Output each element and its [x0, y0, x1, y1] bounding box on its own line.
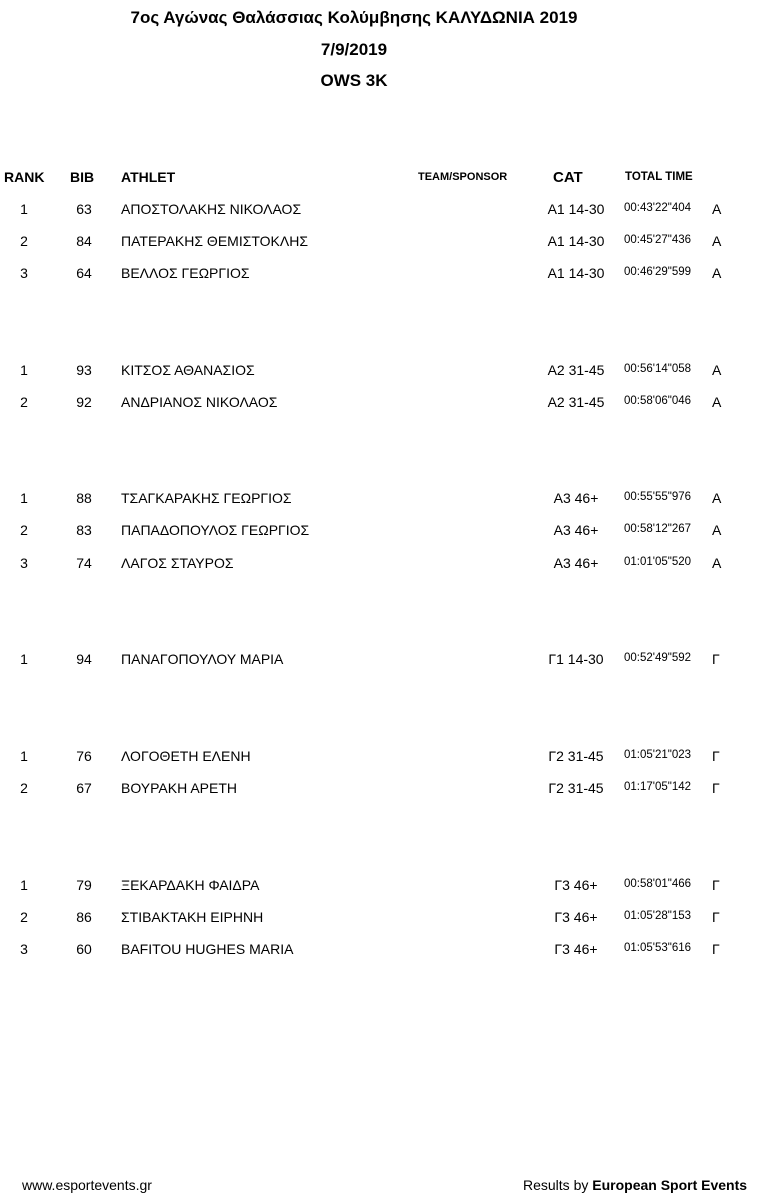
table-row	[0, 651, 768, 671]
category-cell: Α3 46+	[553, 522, 599, 538]
bib-cell: 93	[76, 362, 92, 378]
time-cell: 00:45'27"436	[624, 234, 692, 246]
column-header-bib: BIB	[70, 169, 95, 185]
rank-cell: 1	[20, 201, 28, 217]
group-cell: Α	[712, 233, 722, 249]
column-header-rank: RANK	[4, 169, 45, 185]
group-cell: Γ	[712, 780, 720, 796]
bib-cell: 74	[76, 555, 92, 571]
time-cell: 00:55'55"976	[624, 491, 692, 503]
table-row	[0, 941, 768, 961]
rank-cell: 3	[20, 265, 28, 281]
column-header-total-time: TOTAL TIME	[625, 171, 693, 183]
group-cell: Γ	[712, 877, 720, 893]
category-cell: Γ3 46+	[554, 909, 598, 925]
athlete-cell: ΠΑΤΕΡΑΚΗΣ ΘΕΜΙΣΤΟΚΛΗΣ	[121, 233, 309, 249]
group-cell: Α	[712, 394, 722, 410]
time-cell: 00:52'49"592	[624, 652, 692, 664]
rank-cell: 1	[20, 748, 28, 764]
rank-cell: 2	[20, 522, 28, 538]
time-cell: 00:56'14"058	[624, 363, 692, 375]
bib-cell: 79	[76, 877, 92, 893]
group-cell: Α	[712, 522, 722, 538]
athlete-cell: ΣΤΙΒΑΚΤΑΚΗ ΕΙΡΗΝΗ	[121, 909, 264, 925]
table-row	[0, 490, 768, 510]
rank-cell: 2	[20, 909, 28, 925]
event-name: OWS 3K	[320, 71, 388, 90]
bib-cell: 67	[76, 780, 92, 796]
time-cell: 01:17'05"142	[624, 781, 692, 793]
rank-cell: 2	[20, 233, 28, 249]
athlete-cell: ΑΝΔΡΙΑΝΟΣ ΝΙΚΟΛΑΟΣ	[121, 394, 278, 410]
table-row	[0, 265, 768, 285]
column-header-team: TEAM/SPONSOR	[418, 171, 508, 183]
category-cell: Α3 46+	[553, 555, 599, 571]
table-row	[0, 233, 768, 253]
event-date: 7/9/2019	[320, 40, 388, 59]
athlete-cell: ΛΑΓΟΣ ΣΤΑΥΡΟΣ	[121, 555, 234, 571]
rank-cell: 2	[20, 780, 28, 796]
athlete-cell: ΚΙΤΣΟΣ ΑΘΑΝΑΣΙΟΣ	[121, 362, 255, 378]
group-cell: Γ	[712, 909, 720, 925]
bib-cell: 88	[76, 490, 92, 506]
group-cell: Α	[712, 555, 722, 571]
time-cell: 01:01'05"520	[624, 556, 692, 568]
table-row	[0, 877, 768, 897]
rank-cell: 1	[20, 362, 28, 378]
rank-cell: 1	[20, 877, 28, 893]
category-cell: Γ2 31-45	[548, 780, 604, 796]
footer-website: www.esportevents.gr	[22, 1177, 152, 1193]
athlete-cell: ΛΟΓΟΘΕΤΗ ΕΛΕΝΗ	[121, 748, 251, 764]
bib-cell: 76	[76, 748, 92, 764]
time-cell: 01:05'28"153	[624, 910, 692, 922]
table-row	[0, 780, 768, 800]
athlete-cell: BAFITOU HUGHES MARIA	[121, 941, 294, 957]
column-header-athlet: ATHLET	[121, 169, 176, 185]
category-cell: Α2 31-45	[547, 394, 605, 410]
group-cell: Α	[712, 362, 722, 378]
category-cell: Α1 14-30	[547, 233, 605, 249]
table-row	[0, 394, 768, 414]
rank-cell: 2	[20, 394, 28, 410]
category-cell: Α2 31-45	[547, 362, 605, 378]
category-cell: Α3 46+	[553, 490, 599, 506]
group-cell: Γ	[712, 748, 720, 764]
category-cell: Α1 14-30	[547, 265, 605, 281]
group-cell: Γ	[712, 941, 720, 957]
bib-cell: 94	[76, 651, 92, 667]
page-title: 7ος Αγώνας Θαλάσσιας Κολύμβησης ΚΑΛΥΔΩΝΙΑ 2019	[130, 8, 578, 27]
time-cell: 01:05'21"023	[624, 749, 692, 761]
time-cell: 00:46'29"599	[624, 266, 692, 278]
footer-credit	[523, 1177, 747, 1193]
table-row	[0, 201, 768, 221]
rank-cell: 3	[20, 555, 28, 571]
group-cell: Γ	[712, 651, 720, 667]
athlete-cell: ΒΕΛΛΟΣ ΓΕΩΡΓΙΟΣ	[121, 265, 250, 281]
athlete-cell: ΞΕΚΑΡΔΑΚΗ ΦΑΙΔΡΑ	[121, 877, 260, 893]
bib-cell: 60	[76, 941, 92, 957]
table-row	[0, 909, 768, 929]
group-cell: Α	[712, 265, 722, 281]
time-cell: 00:43'22"404	[624, 202, 692, 214]
group-cell: Α	[712, 490, 722, 506]
bib-cell: 84	[76, 233, 92, 249]
time-cell: 00:58'12"267	[624, 523, 692, 535]
bib-cell: 63	[76, 201, 92, 217]
table-row	[0, 362, 768, 382]
column-header-cat: CAT	[553, 169, 583, 186]
bib-cell: 83	[76, 522, 92, 538]
bib-cell: 64	[76, 265, 92, 281]
rank-cell: 1	[20, 651, 28, 667]
athlete-cell: ΤΣΑΓΚΑΡΑΚΗΣ ΓΕΩΡΓΙΟΣ	[121, 490, 292, 506]
footer-organizer: European Sport Events	[592, 1177, 748, 1193]
time-cell: 00:58'06"046	[624, 395, 692, 407]
category-cell: Γ2 31-45	[548, 748, 604, 764]
category-cell: Γ1 14-30	[548, 651, 604, 667]
time-cell: 01:05'53"616	[624, 942, 692, 954]
rank-cell: 1	[20, 490, 28, 506]
athlete-cell: ΒΟΥΡΑΚΗ ΑΡΕΤΗ	[121, 780, 237, 796]
rank-cell: 3	[20, 941, 28, 957]
category-cell: Α1 14-30	[547, 201, 605, 217]
group-cell: Α	[712, 201, 722, 217]
table-row	[0, 522, 768, 542]
footer-results-by: Results by	[523, 1177, 589, 1193]
athlete-cell: ΠΑΝΑΓΟΠΟΥΛΟΥ ΜΑΡΙΑ	[121, 651, 284, 667]
bib-cell: 92	[76, 394, 92, 410]
category-cell: Γ3 46+	[554, 941, 598, 957]
table-row	[0, 555, 768, 575]
athlete-cell: ΠΑΠΑΔΟΠΟΥΛΟΣ ΓΕΩΡΓΙΟΣ	[121, 522, 310, 538]
category-cell: Γ3 46+	[554, 877, 598, 893]
athlete-cell: ΑΠΟΣΤΟΛΑΚΗΣ ΝΙΚΟΛΑΟΣ	[121, 201, 302, 217]
time-cell: 00:58'01"466	[624, 878, 692, 890]
table-row	[0, 748, 768, 768]
bib-cell: 86	[76, 909, 92, 925]
